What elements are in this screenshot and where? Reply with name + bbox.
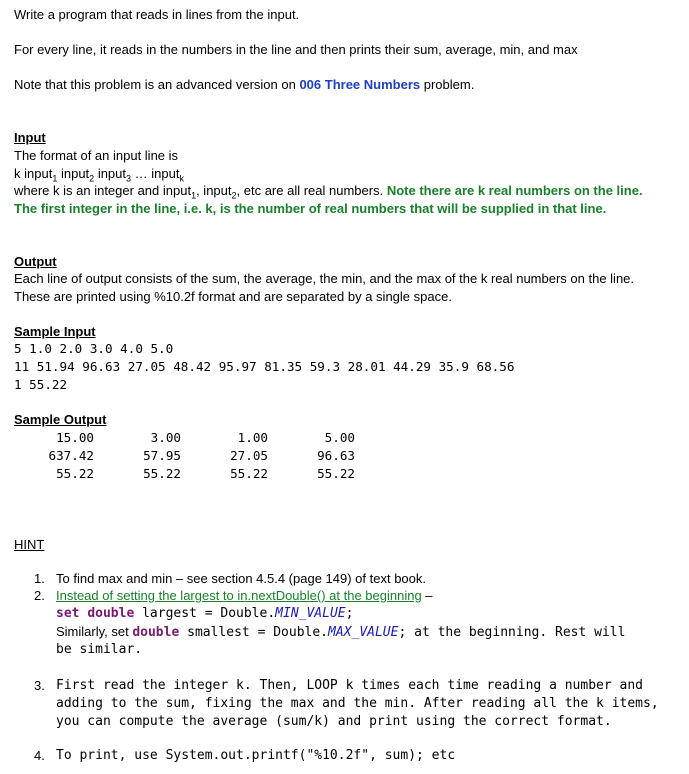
hint-number: 1. — [34, 571, 45, 586]
output-line-2: These are printed using %10.2f format and are separated by a single space. — [14, 289, 452, 304]
intro-note — [14, 77, 474, 93]
note-prefix: Note that this problem is an advanced version on — [14, 77, 300, 92]
output-cell: 5.00 — [324, 430, 355, 445]
output-cell: 15.00 — [56, 430, 94, 445]
intro-line-1: Write a program that reads in lines from the input. — [14, 7, 300, 22]
format-k: k — [14, 166, 21, 181]
min-value-const: MIN_VALUE — [275, 606, 346, 621]
code-line-largest — [56, 605, 353, 622]
hint-item-3-line: adding to the sum, fixing the max and the min. After reading all the k items, — [56, 696, 659, 711]
where-mid: , input — [196, 183, 232, 198]
hint-item-1: To find max and min – see section 4.5.4 (page 149) of text book. — [56, 571, 426, 586]
sample-input-line: 1 55.22 — [14, 377, 68, 392]
sample-output-heading: Sample Output — [14, 412, 107, 427]
code-largest: largest = Double. — [134, 606, 276, 621]
where-prefix: where k is an integer and input — [14, 183, 192, 198]
code-end-text: ; at the beginning. Rest will — [398, 625, 626, 640]
input-format-intro: The format of an input line is — [14, 148, 179, 163]
max-value-const: MAX_VALUE — [328, 625, 399, 640]
intro-line-2: For every line, it reads in the numbers in the line and then prints their sum, average, min, and max — [14, 42, 578, 57]
where-note: Note there are k real numbers on the line. — [386, 183, 643, 198]
sample-input-line: 5 1.0 2.0 3.0 4.0 5.0 — [14, 341, 174, 356]
output-line-1: Each line of output consists of the sum, the average, the min, and the max of the k real numbers on the line. — [14, 271, 635, 286]
hint-heading: HINT — [14, 537, 45, 552]
format-input-k: … input — [134, 166, 180, 181]
output-cell: 96.63 — [317, 448, 355, 463]
format-sub-1: 1 — [52, 173, 58, 184]
format-input-3: input — [97, 166, 127, 181]
sample-input-line: 11 51.94 96.63 27.05 48.42 95.97 81.35 59.3 28.01 44.29 35.9 68.56 — [14, 359, 515, 374]
format-input-1: input — [24, 166, 53, 181]
code-line-smallest — [56, 623, 625, 641]
input-format — [14, 166, 184, 182]
output-cell: 57.95 — [143, 448, 181, 463]
note-suffix: problem. — [420, 77, 475, 92]
input-heading: Input — [14, 130, 46, 145]
format-input-2: input — [60, 166, 90, 181]
hint-item-4: To print, use System.out.printf("%10.2f", sum); etc — [56, 748, 456, 763]
code-line-similar: be similar. — [56, 642, 143, 657]
output-cell: 637.42 — [48, 448, 94, 463]
sample-input-heading: Sample Input — [14, 324, 96, 339]
hint-number: 3. — [34, 678, 45, 693]
kw-double: double — [132, 625, 180, 640]
output-heading: Output — [14, 254, 57, 269]
where-sub-2: 2 — [231, 190, 237, 201]
code-end: ; — [345, 606, 354, 621]
input-green-note: The first integer in the line, i.e. k, is the number of real numbers that will be supplied in that line. — [14, 201, 607, 216]
hint-item-3-line: you can compute the average (sum/k) and print using the correct format. — [56, 714, 612, 729]
where-rest: , etc are all real numbers. — [236, 183, 387, 198]
output-cell: 55.22 — [56, 466, 94, 481]
hint-dash: – — [421, 588, 433, 603]
hint-item-3-line: First read the integer k. Then, LOOP k times each time reading a number and — [56, 678, 643, 693]
output-cell: 3.00 — [150, 430, 181, 445]
format-sub-3: 3 — [126, 173, 132, 184]
kw-set: set — [56, 606, 80, 621]
output-cell: 55.22 — [143, 466, 181, 481]
format-sub-k: k — [179, 173, 184, 184]
hint-number: 4. — [34, 748, 45, 763]
output-cell: 55.22 — [230, 466, 268, 481]
instead-of-largest-link[interactable]: Instead of setting the largest to in.nextDouble() at the beginning — [56, 588, 422, 603]
hint-item-2 — [56, 587, 433, 604]
three-numbers-link[interactable]: 006 Three Numbers — [299, 77, 421, 92]
format-sub-2: 2 — [89, 173, 95, 184]
input-where — [14, 183, 643, 199]
kw-double: double — [87, 606, 135, 621]
code-smallest: smallest = Double. — [179, 625, 329, 640]
hint-number: 2. — [34, 588, 45, 603]
similarly-text: Similarly, set — [56, 624, 133, 639]
where-sub-1: 1 — [191, 190, 197, 201]
output-cell: 27.05 — [230, 448, 268, 463]
output-cell: 1.00 — [237, 430, 268, 445]
output-cell: 55.22 — [317, 466, 355, 481]
